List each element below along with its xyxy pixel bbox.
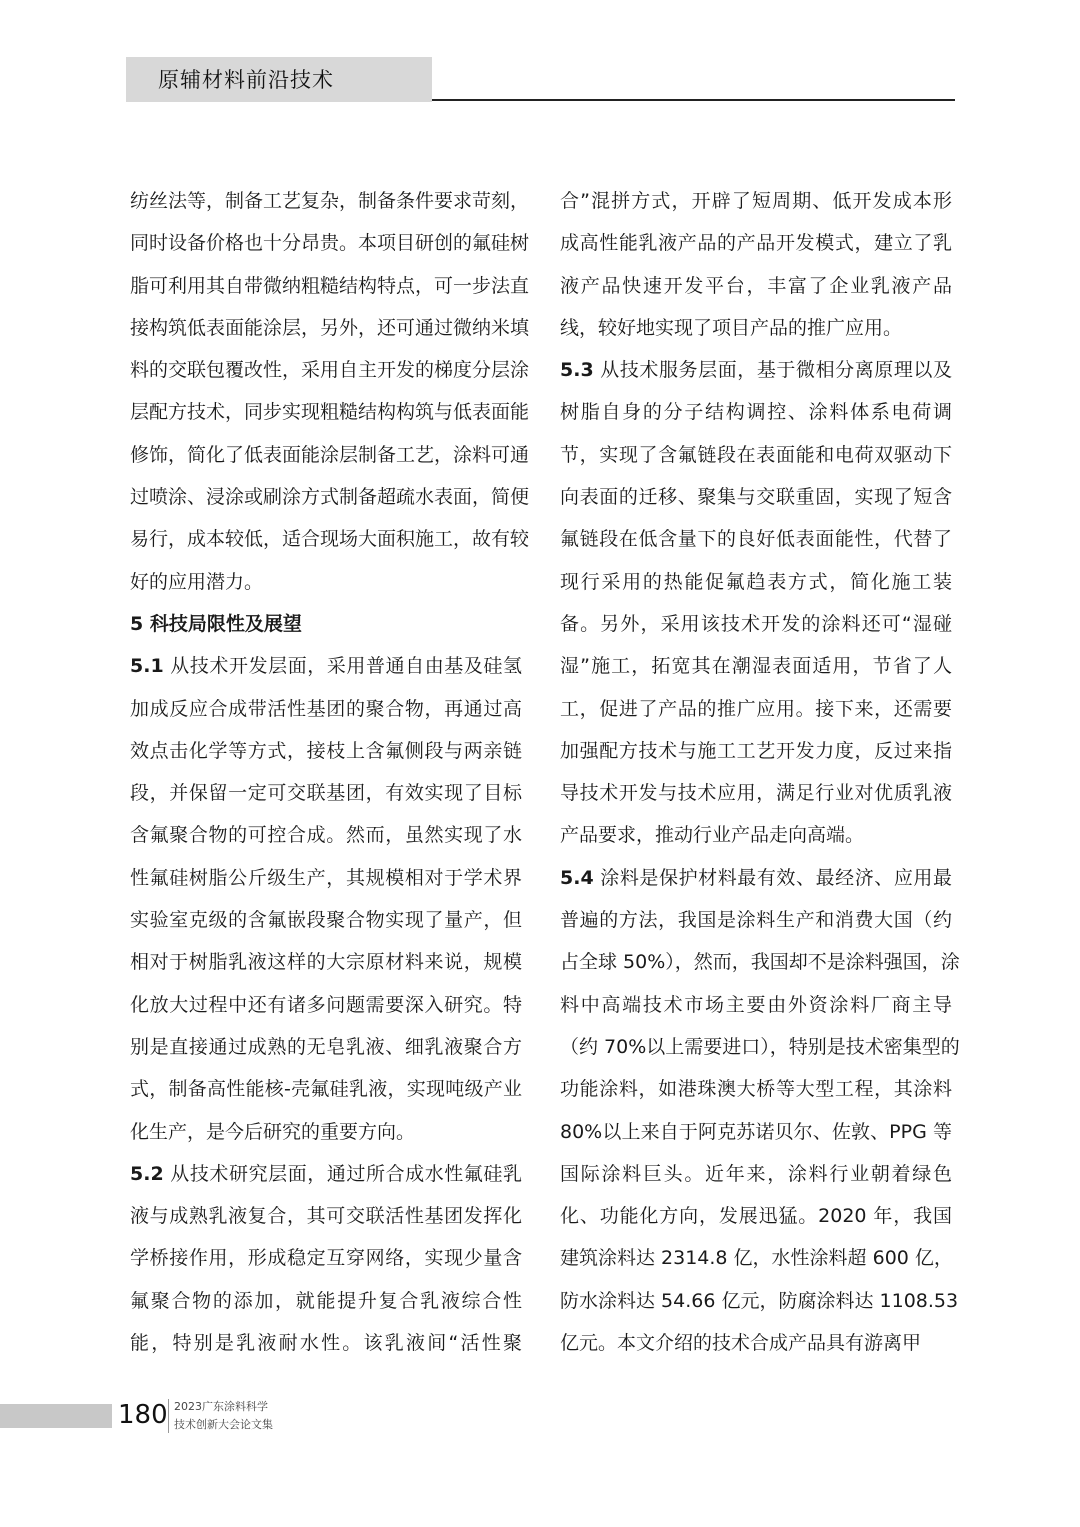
text-line [130,688,522,730]
line-text: 加成反应合成带活性基团的聚合物，再通过高 [130,697,522,720]
line-text: 含氟聚合物的可控合成。然而，虽然实现了水 [130,824,522,847]
text-line [130,1195,522,1237]
text-line [560,772,952,814]
text-line [560,688,952,730]
text-line [130,730,522,772]
text-line [560,1195,952,1237]
line-text: 好的应用潜力。 [130,570,264,593]
text-line [130,349,530,391]
text-line [560,857,952,899]
text-line [560,349,952,391]
line-text: 过喷涂、浸涂或刷涂方式制备超疏水表面，简便 [130,486,530,509]
line-text: 向表面的迁移、聚集与交联重固，实现了短含 [560,486,952,509]
text-line [560,1026,960,1068]
subsection-number: 5.1 [130,655,164,678]
line-text: 国际涂料巨头。近年来，涂料行业朝着绿色 [560,1162,952,1185]
text-line [130,476,530,518]
text-line [560,518,952,560]
line-text: 段，并保留一定可交联基团，有效实现了目标 [130,782,522,805]
text-line [560,391,952,433]
line-text: 成高性能乳液产品的产品开发模式，建立了乳 [560,232,952,255]
line-text: 从技术开发层面，采用普通自由基及硅氢 [163,655,522,678]
line-text: 工，促进了产品的推广应用。接下来，还需要 [560,697,952,720]
header-rule [432,99,955,101]
line-text: 化放大过程中还有诸多问题需要深入研究。特 [130,993,522,1016]
footer-publication-line1: 2023广东涂料科学 [174,1400,268,1413]
text-line [560,307,952,349]
line-text: （约 70%以上需要进口），特别是技术密集型的 [560,1035,960,1058]
text-line [130,518,530,560]
line-text: 化、功能化方向，发展迅猛。2020 年，我国 [560,1205,952,1228]
line-text: 现行采用的热能促氟趋表方式，简化施工装 [560,570,952,593]
text-line [130,391,530,433]
text-line [130,265,530,307]
section-heading [130,603,522,645]
text-line [130,561,522,603]
footer-divider [168,1399,169,1433]
text-line [560,1153,952,1195]
line-text: 料中高端技术市场主要由外资涂料厂商主导 [560,993,952,1016]
text-line [560,561,952,603]
text-line [560,265,952,307]
footer-publication-line2: 技术创新大会论文集 [174,1418,273,1431]
text-line [130,814,522,856]
text-line [560,730,952,772]
line-text: 亿元。本文介绍的技术合成产品具有游离甲 [560,1332,922,1355]
text-line [130,222,530,264]
text-line [560,222,952,264]
text-line [560,1280,959,1322]
line-text: 相对于树脂乳液这样的大宗原材料来说，规模 [130,951,522,974]
line-text: 产品要求，推动行业产品走向高端。 [560,824,865,847]
text-line [130,1237,522,1279]
line-text: 氟链段在低含量下的良好低表面能性，代替了 [560,528,952,551]
text-line [130,941,522,983]
line-text: 树脂自身的分子结构调控、涂料体系电荷调 [560,401,952,424]
text-line [560,1068,952,1110]
text-line [560,1322,952,1364]
line-text: 别是直接通过成熟的无皂乳液、细乳液聚合方 [130,1035,522,1058]
line-text: 脂可利用其自带微纳粗糙结构特点，可一步法直 [130,274,530,297]
line-text: 料的交联包覆改性，采用自主开发的梯度分层涂 [130,359,530,382]
text-line [560,899,952,941]
line-text: 普遍的方法，我国是涂料生产和消费大国（约 [560,909,952,932]
line-text: 层配方技术，同步实现粗糙结构构筑与低表面能 [130,401,530,424]
line-text: 导技术开发与技术应用，满足行业对优质乳液 [560,782,952,805]
line-text: 80%以上来自于阿克苏诺贝尔、佐敦、PPG 等 [560,1120,952,1143]
line-text: 加强配方技术与施工工艺开发力度，反过来指 [560,739,952,762]
line-text: 性氟硅树脂公斤级生产，其规模相对于学术界 [130,866,522,889]
text-line [130,307,530,349]
line-text: 实验室克级的含氟嵌段聚合物实现了量产，但 [130,909,522,932]
text-line [560,1111,952,1153]
line-text: 从技术研究层面，通过所合成水性氟硅乳 [163,1162,522,1185]
line-text: 式，制备高性能核-壳氟硅乳液，实现吨级产业 [130,1078,522,1101]
section-header-title: 原辅材料前沿技术 [158,68,334,92]
text-line [560,180,952,222]
text-line [130,645,522,687]
text-line [560,434,952,476]
text-line [130,1026,522,1068]
line-text: 纺丝法等，制备工艺复杂，制备条件要求苛刻， [130,190,530,212]
text-line [130,1068,522,1110]
line-text: 从技术服务层面，基于微相分离原理以及 [593,359,952,382]
line-text: 效点击化学等方式，接枝上含氟侧段与两亲链 [130,739,522,762]
text-line [130,857,522,899]
line-text: 同时设备价格也十分昂贵。本项目研创的氟硅树 [130,232,530,255]
text-line [130,1153,522,1195]
line-text: 能，特别是乳液耐水性。该乳液间“活性聚 [130,1332,522,1355]
text-line [560,476,952,518]
footer-bar [0,1404,112,1428]
text-line [130,1111,522,1153]
text-line [130,984,522,1026]
left-column [130,180,530,1364]
text-line [130,899,522,941]
subsection-number: 5.4 [560,866,594,889]
line-text: 氟聚合物的添加，就能提升复合乳液综合性 [130,1289,522,1312]
line-text: 合”混拼方式，开辟了短周期、低开发成本形 [560,190,952,212]
right-column [560,180,960,1364]
line-text: 易行，成本较低，适合现场大面积施工，故有较 [130,528,530,551]
text-line [560,1237,952,1279]
text-line [130,434,530,476]
text-line [560,603,952,645]
line-text: 线，较好地实现了项目产品的推广应用。 [560,316,903,339]
text-line [560,645,952,687]
text-line [130,180,530,222]
line-text: 接构筑低表面能涂层，另外，还可通过微纳米填 [130,316,530,339]
line-text: 液与成熟乳液复合，其可交联活性基团发挥化 [130,1205,522,1228]
subsection-number: 5.2 [130,1162,164,1185]
line-text: 液产品快速开发平台，丰富了企业乳液产品 [560,274,952,297]
line-text: 修饰，简化了低表面能涂层制备工艺，涂料可通 [130,443,530,466]
text-line [560,941,960,983]
line-text: 5 科技局限性及展望 [130,612,302,635]
line-text: 功能涂料，如港珠澳大桥等大型工程，其涂料 [560,1078,952,1101]
line-text: 湿”施工，拓宽其在潮湿表面适用，节省了人 [560,655,952,678]
line-text: 建筑涂料达 2314.8 亿，水性涂料超 600 亿， [560,1247,953,1270]
line-text: 备。另外，采用该技术开发的涂料还可“湿碰 [560,612,952,635]
line-text: 学桥接作用，形成稳定互穿网络，实现少量含 [130,1247,522,1270]
page-number: 180 [118,1400,168,1430]
line-text: 涂料是保护材料最有效、最经济、应用最 [593,866,952,889]
line-text: 占全球 50%），然而，我国却不是涂料强国，涂 [560,951,960,974]
text-line [560,984,952,1026]
text-line [130,1280,522,1322]
subsection-number: 5.3 [560,359,594,382]
text-line [560,814,952,856]
text-line [130,1322,522,1364]
text-line [130,772,522,814]
line-text: 化生产，是今后研究的重要方向。 [130,1120,416,1143]
line-text: 节，实现了含氟链段在表面能和电荷双驱动下 [560,443,952,466]
line-text: 防水涂料达 54.66 亿元，防腐涂料达 1108.53 [560,1289,959,1312]
